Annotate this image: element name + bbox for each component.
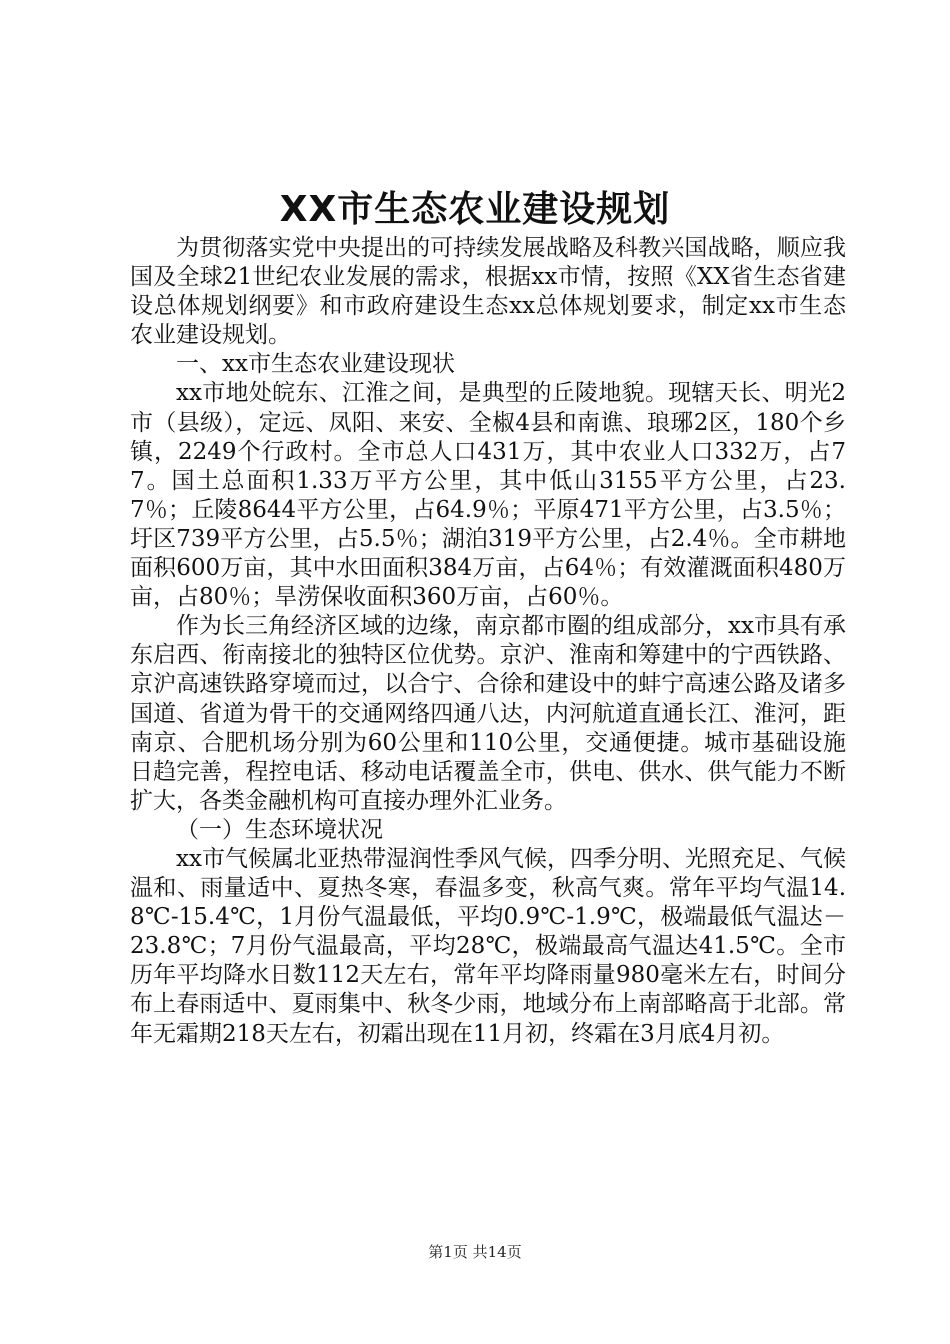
document-body: [130, 234, 846, 1049]
climate-paragraph: xx市气候属北亚热带湿润性季风气候，四季分明、光照充足、气候温和、雨量适中、夏热冬寒，春温多变，秋高气爽。常年平均气温14.8℃-15.4℃，1月份气温最低，平均0.9℃-1.9℃，极端最低气温达－23.8℃；7月份气温最高，平均28℃，极端最高气温达41.5℃。全市历年平均降水日数112天左右，常年平均降雨量980毫米左右，时间分布上春雨适中、夏雨集中、秋冬少雨，地域分布上南部略高于北部。常年无霜期218天左右，初霜出现在11月初，终霜在3月底4月初。: [130, 845, 846, 1047]
document-title: XX市生态农业建设规划: [279, 189, 671, 230]
subsection-heading-ecology: （一）生态环境状况: [176, 816, 383, 843]
page-footer: 第1页 共14页: [428, 1243, 522, 1261]
location-paragraph: 作为长三角经济区域的边缘，南京都市圈的组成部分，xx市具有承东启西、衔南接北的独特区位优势。京沪、淮南和筹建中的宁西铁路、京沪高速铁路穿境而过，以合宁、合徐和建设中的蚌宁高速公路及诸多国道、省道为骨干的交通网络四通八达，内河航道直通长江、淮河，距南京、合肥机场分别为60公里和110公里，交通便捷。城市基础设施日趋完善，程控电话、移动电话覆盖全市，供电、供水、供气能力不断扩大，各类金融机构可直接办理外汇业务。: [130, 613, 846, 814]
intro-paragraph: 为贯彻落实党中央提出的可持续发展战略及科教兴国战略，顺应我国及全球21世纪农业发展的需求，根据xx市情，按照《XX省生态省建设总体规划纲要》和市政府建设生态xx总体规划要求，制定xx市生态农业建设规划。: [130, 235, 846, 349]
geography-paragraph: xx市地处皖东、江淮之间，是典型的丘陵地貌。现辖天长、明光2市（县级），定远、凤阳、来安、全椒4县和南谯、琅琊2区，180个乡镇，2249个行政村。全市总人口431万，其中农业人口332万，占77。国土总面积1.33万平方公里，其中低山3155平方公里，占23.7％；丘陵8644平方公里，占64.9％；平原471平方公里，占3.5％；圩区739平方公里，占5.5％；湖泊319平方公里，占2.4％。全市耕地面积600万亩，其中水田面积384万亩，占64％；有效灌溉面积480万亩，占80％；旱涝保收面积360万亩，占60％。: [130, 380, 846, 611]
section-heading-status: 一、xx市生态农业建设现状: [176, 351, 455, 378]
